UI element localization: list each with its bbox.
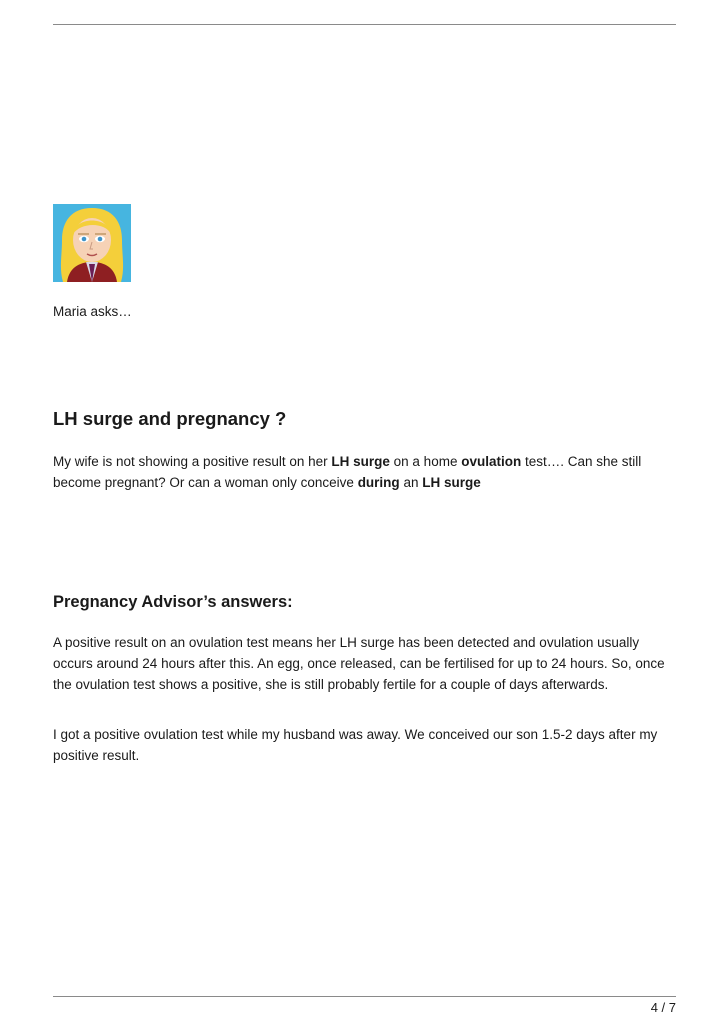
answer-paragraph-1: A positive result on an ovulation test means her LH surge has been detected and ovulation usually occurs around 24 hours after this. An egg, once released, can be fertilised for up to 24 hours. So, once the ovulation test shows a positive, she is still probably fertile for a couple of days afterwards.	[53, 635, 665, 692]
keyword-bold: ovulation	[461, 454, 522, 469]
question-text-segment: test…. Can she still become pregnant? Or can a woman only conceive	[53, 454, 642, 490]
keyword-bold: during	[357, 475, 400, 490]
footer-rule	[53, 996, 676, 997]
question-title: LH surge and pregnancy ?	[53, 408, 287, 429]
question-text-segment: on a home	[389, 454, 462, 469]
asker-label: Maria asks…	[53, 304, 132, 319]
answer-paragraph-2: I got a positive ovulation test while my husband was away. We conceived our son 1.5-2 days after my positive result.	[53, 727, 658, 763]
question-text-segment: an	[399, 475, 423, 490]
answers-heading: Pregnancy Advisor’s answers:	[53, 593, 293, 611]
question-body	[53, 451, 678, 493]
page-number: 4 / 7	[650, 1000, 676, 1015]
keyword-bold: LH surge	[331, 454, 390, 469]
avatar	[53, 204, 131, 282]
header-rule	[53, 24, 676, 25]
keyword-bold: LH surge	[422, 475, 481, 490]
question-text-segment: My wife is not showing a positive result on her	[53, 454, 332, 469]
